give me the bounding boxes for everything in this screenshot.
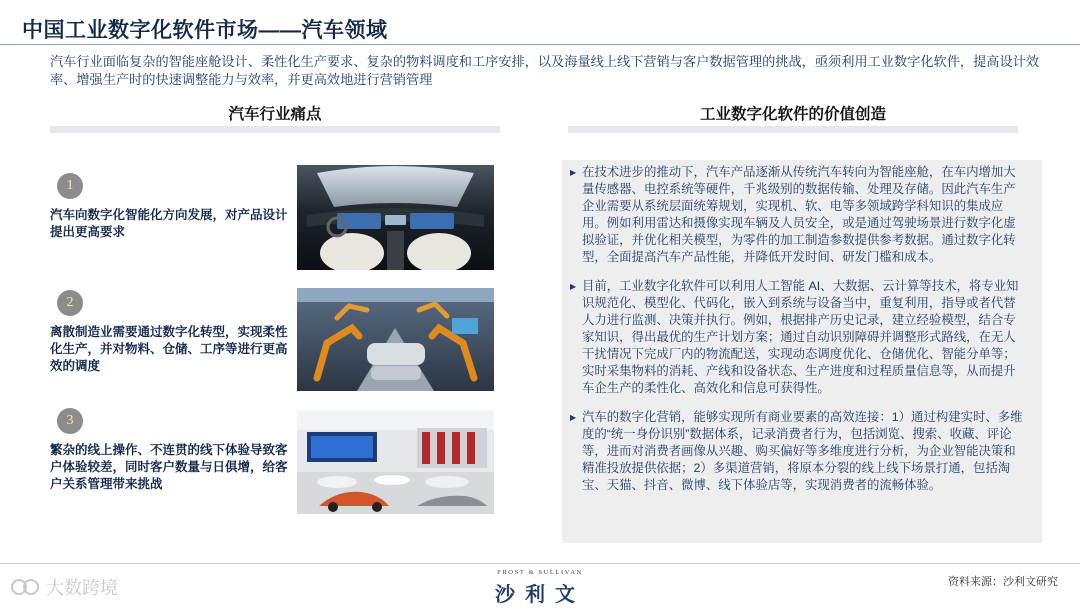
value-point-text: 目前，工业数字化软件可以利用人工智能 AI、大数据、云计算等技术，将专业知识规范化、模型化、代码化，嵌入到系统与设备当中，重复利用，指导或者代替人力进行监测、决策并执行。例如，根据排产历史记录，建立经验模型，结合专家知识，得出最优的生产计划方案；通过自动识别障碍并调整形式路线，在无人干扰情况下完成厂内的物流配送，实现动态调度优化、仓储优化、智能分单等；实时采集物料的消耗、产线和设备状态、生产进度和过程质量信息等，从而提升车企生产的柔性化、高效化和信息可获得性。 (582, 279, 1019, 395)
pain-point-text: 汽车向数字化智能化方向发展，对产品设计提出更高要求 (50, 208, 288, 239)
watermark-logo-icon (8, 576, 42, 598)
pain-point-3 (50, 408, 295, 493)
pain-point-1 (50, 173, 295, 241)
title-divider (0, 44, 1080, 45)
triangle-bullet-icon: ▶ (570, 282, 577, 291)
pain-point-text: 繁杂的线上操作、不连贯的线下体验导致客户体验较差，同时客户数量与日俱增，给客户关系管理带来挑战 (50, 443, 288, 491)
value-point-3 (570, 409, 1028, 494)
watermark (8, 574, 118, 600)
source-note: 资料来源：沙利文研究 (948, 576, 1058, 588)
intro-paragraph: 汽车行业面临复杂的智能座舱设计、柔性化生产要求、复杂的物料调度和工序安排，以及海量线上线下营销与客户数据管理的挑战，亟须利用工业数字化软件，提高设计效率、增强生产时的快速调整能力与效率，并更高效地进行营销管理 (50, 54, 1040, 87)
showroom-photo (297, 410, 494, 514)
factory-robots-photo (297, 288, 494, 391)
value-point-1 (570, 164, 1028, 266)
smart-cockpit-photo (297, 165, 494, 270)
pain-point-text: 离散制造业需要通过数字化转型，实现柔性化生产，并对物料、仓储、工序等进行更高效的调度 (50, 325, 288, 373)
pain-point-2 (50, 290, 295, 375)
pain-points-heading: 汽车行业痛点 (228, 106, 322, 123)
value-point-text: 在技术进步的推动下，汽车产品逐渐从传统汽车转向为智能座舱，在车内增加大量传感器、电控系统等硬件，千兆级别的数据传输、处理及存储。因此汽车生产企业需要从系统层面统筹规划，实现机、软、电等多领域跨学科知识的集成应用。例如利用雷达和摄像实现车辆及人员安全，或是通过驾驶场景进行数字化虚拟验证，并优化相关模型，为零件的加工制造参数提供参考数据。通过数字化转型，全面提高汽车产品性能，并降低开发时间、研发门槛和成本。 (582, 165, 1016, 264)
value-creation-heading: 工业数字化软件的价值创造 (699, 106, 886, 123)
triangle-bullet-icon: ▶ (570, 168, 577, 177)
value-point-2 (570, 278, 1028, 397)
value-creation-panel (562, 160, 1042, 543)
number-badge: 2 (57, 290, 83, 316)
pain-points-heading-bar (50, 126, 500, 133)
number-badge: 3 (57, 408, 83, 434)
value-creation-heading-bar (568, 126, 1018, 133)
triangle-bullet-icon: ▶ (570, 413, 577, 422)
watermark-text: 大数跨境 (46, 578, 118, 598)
brand-logo-en: FROST & SULLIVAN (497, 569, 583, 576)
footer-divider (0, 563, 1080, 564)
brand-logo-cn: 沙利文 (495, 584, 585, 606)
value-point-text: 汽车的数字化营销，能够实现所有商业要素的高效连接：1）通过构建实时、多维度的“统一身份识别”数据体系，记录消费者行为，包括浏览、搜索、收藏、评论等，进而对消费者画像从兴趣、购买偏好等多维度进行分析，为企业智能决策和精准投放提供依据；2）多渠道营销，将原本分裂的线上线下场景打通，包括淘宝、天猫、抖音、微博、线下体验店等，实现消费者的流畅体验。 (582, 410, 1023, 492)
page-title: 中国工业数字化软件市场——汽车领域 (22, 19, 388, 42)
number-badge: 1 (57, 173, 83, 199)
